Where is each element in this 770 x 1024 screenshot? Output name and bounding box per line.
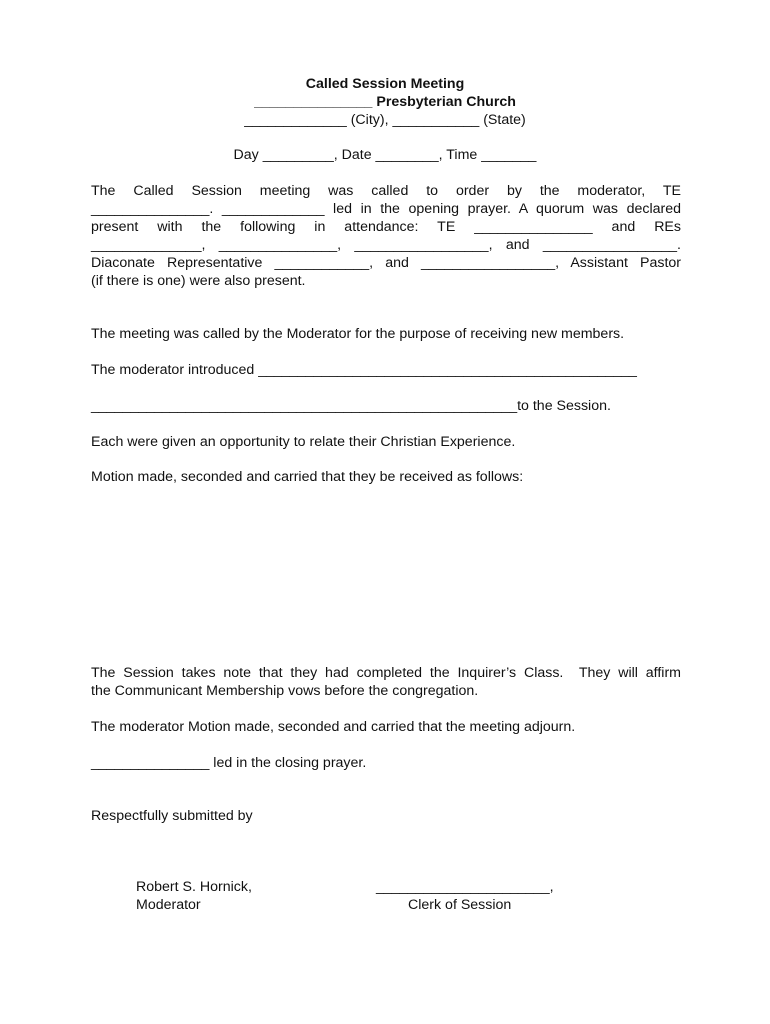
moderator-name: Robert S. Hornick, <box>136 879 252 895</box>
inquirers-line-2: the Communicant Membership vows before the congregation. <box>91 683 479 699</box>
inquirers-line-1: The Session takes note that they had completed the Inquirer’s Class. They will affirm <box>91 665 681 681</box>
opening-line-4: ______________, _______________, _________________, and _________________. <box>91 237 681 253</box>
opening-line-2: _______________. _____________ led in the opening prayer. A quorum was declared <box>91 201 681 217</box>
experience-paragraph: Each were given an opportunity to relate their Christian Experience. <box>91 434 516 450</box>
introduced-line-1: The moderator introduced ________________________________________________ <box>91 362 637 378</box>
moderator-title: Moderator <box>136 897 201 913</box>
clerk-signature-blank: ______________________, <box>376 879 554 895</box>
clerk-title: Clerk of Session <box>408 897 512 913</box>
closing-prayer-line: _______________ led in the closing prayer. <box>91 755 367 771</box>
adjourn-paragraph: The moderator Motion made, seconded and carried that the meeting adjourn. <box>91 719 576 735</box>
opening-line-6: (if there is one) were also present. <box>91 273 306 289</box>
introduced-line-2: ______________________________________________________to the Session. <box>91 398 611 414</box>
date-time-line: Day _________, Date ________, Time _______ <box>233 147 537 163</box>
motion-received-paragraph: Motion made, seconded and carried that they be received as follows: <box>91 469 524 485</box>
opening-line-3: present with the following in attendance: TE _______________ and REs <box>91 219 681 235</box>
church-name-line: _______________ Presbyterian Church <box>254 94 516 110</box>
submitted-by-line: Respectfully submitted by <box>91 808 253 824</box>
location-line: _____________ (City), ___________ (State) <box>244 112 526 128</box>
opening-line-5: Diaconate Representative ____________, and _________________, Assistant Pastor <box>91 255 681 271</box>
opening-line-1: The Called Session meeting was called to order by the moderator, TE <box>91 183 681 199</box>
purpose-paragraph: The meeting was called by the Moderator for the purpose of receiving new members. <box>91 326 625 342</box>
document-title: Called Session Meeting <box>305 76 465 92</box>
